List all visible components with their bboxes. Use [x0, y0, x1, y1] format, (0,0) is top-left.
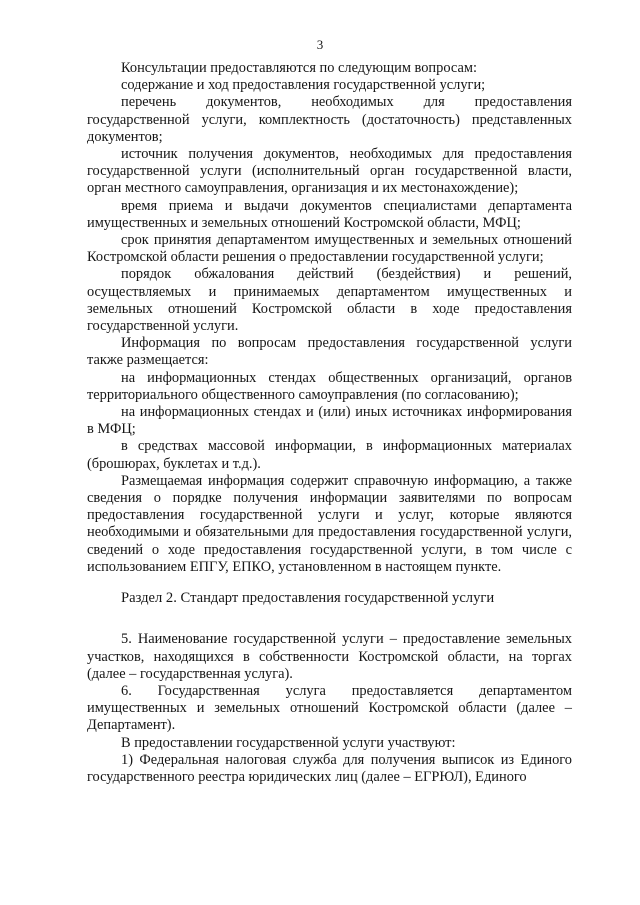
paragraph: 1) Федеральная налоговая служба для получения выписок из Единого государственного реестра юридических лиц (далее – ЕГРЮЛ), Единого [87, 751, 572, 785]
paragraph: в средствах массовой информации, в информационных материалах (брошюрах, буклетах и т.д.). [87, 438, 572, 472]
paragraph: 5. Наименование государственной услуги – предоставление земельных участков, находящихся в собственности Костромской области, на торгах (далее – государственная услуга). [87, 631, 572, 682]
paragraph: источник получения документов, необходимых для предоставления государственной услуги (исполнительный орган государственной власти, орган местного самоуправления, организация и их местонахождение); [87, 146, 572, 197]
paragraph: содержание и ход предоставления государственной услуги; [121, 77, 486, 94]
paragraph: время приема и выдачи документов специалистами департамента имущественных и земельных отношений Костромской области, МФЦ; [87, 197, 572, 231]
paragraph: срок принятия департаментом имущественных и земельных отношений Костромской области решения о предоставлении государственной услуги; [87, 232, 572, 266]
paragraph: В предоставлении государственной услуги участвуют: [121, 734, 456, 751]
paragraph: Информация по вопросам предоставления государственной услуги также размещается: [87, 335, 572, 369]
page-number: 3 [316, 37, 324, 52]
paragraph: 6. Государственная услуга предоставляется департаментом имущественных и земельных отношений Костромской области (далее – Департамент). [87, 682, 572, 734]
section-heading: Раздел 2. Стандарт предоставления государственной услуги [121, 590, 495, 607]
paragraph: Консультации предоставляются по следующим вопросам: [121, 60, 477, 76]
paragraph: на информационных стендах и (или) иных источниках информирования в МФЦ; [87, 404, 572, 438]
paragraph: перечень документов, необходимых для предоставления государственной услуги, комплектность (достаточность) представленных документов; [87, 94, 572, 145]
document-body [87, 60, 572, 786]
paragraph: Размещаемая информация содержит справочную информацию, а также сведения о порядке получения информации заявителями по вопросам предоставления государственной услуги и услуг, которые являются необходимыми и обязательными для предоставления государственной услуги, сведений о ходе предоставления государственной услуги, в том числе с использованием ЕПГУ, ЕПКО, установленном в настоящем пункте. [87, 472, 572, 575]
paragraph: порядок обжалования действий (бездействия) и решений, осуществляемых и принимаемых департаментом имущественных и земельных отношений Костромской области в ходе предоставления государственной услуги. [87, 266, 572, 335]
paragraph: на информационных стендах общественных организаций, органов территориального общественного самоуправления (по согласованию); [87, 369, 572, 403]
